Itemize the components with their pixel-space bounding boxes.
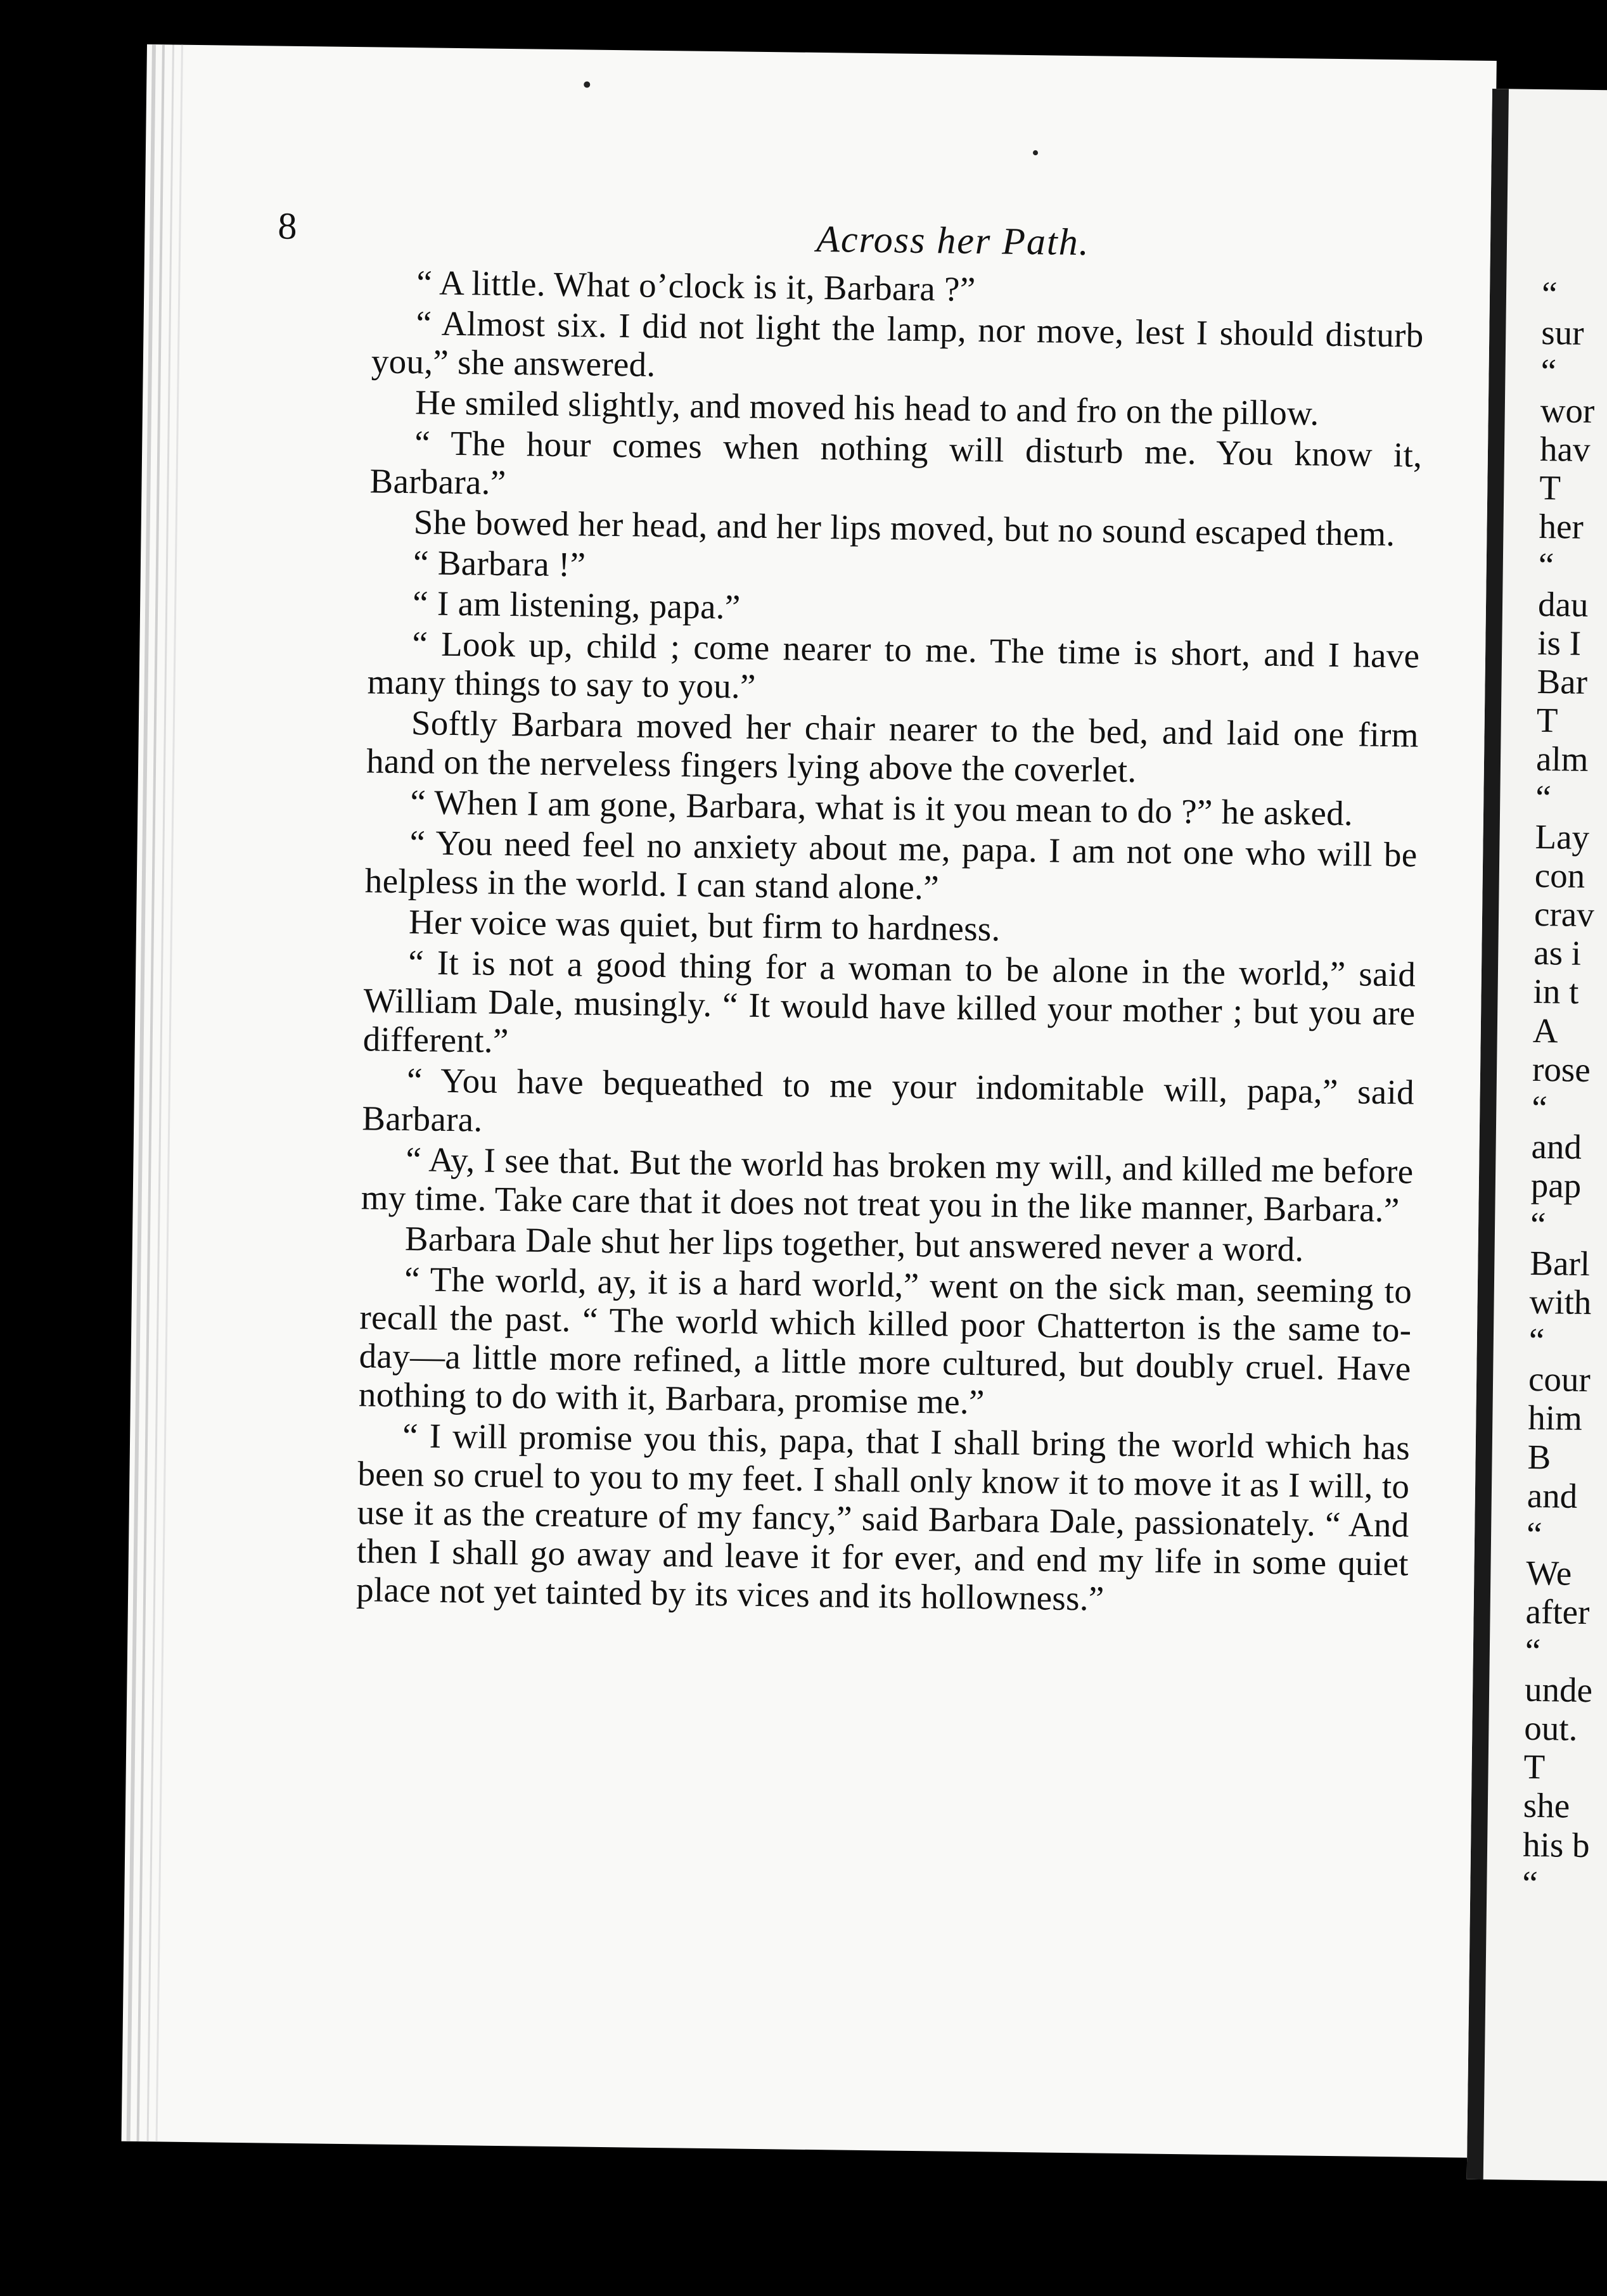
facing-page-line-fragment: pap	[1530, 1166, 1582, 1206]
paragraph: “ It is not a good thing for a woman to be alone in the world,” said William Dale, musingly. “ It would have killed your mother ; but you are different.”	[362, 943, 1416, 1061]
facing-page-line-fragment: Barl	[1529, 1243, 1591, 1283]
facing-page-line-fragment: in t	[1533, 972, 1579, 1012]
facing-page-line-fragment: is I	[1537, 623, 1582, 663]
facing-page-line-fragment: she	[1523, 1786, 1570, 1826]
paragraph: “ Almost six. I did not light the lamp, nor move, lest I should disturb you,” she answered.	[371, 303, 1424, 384]
facing-page-line-fragment: his b	[1522, 1825, 1590, 1865]
facing-page-line-fragment: unde	[1524, 1669, 1593, 1709]
ink-speck	[584, 81, 590, 87]
paragraph: “ Ay, I see that. But the world has broken my will, and killed me before my time. Take care that it does not treat you in the like manner, Barbara.”	[361, 1140, 1414, 1230]
facing-page-line-fragment: “	[1528, 1320, 1545, 1360]
page-number: 8	[278, 205, 297, 247]
left-page	[122, 44, 1497, 2158]
facing-page-line-fragment: T	[1536, 700, 1558, 740]
page-body	[278, 205, 1425, 1623]
paragraph: She bowed her head, and her lips moved, but no sound escaped them.	[413, 502, 1395, 554]
paragraph: Her voice was quiet, but firm to hardness.	[408, 902, 1001, 948]
facing-page-line-fragment: wor	[1540, 390, 1595, 430]
paragraph: “ When I am gone, Barbara, what is it you mean to do ?” he asked.	[410, 782, 1354, 833]
facing-page-line-fragment: alm	[1535, 739, 1589, 779]
facing-page-line-fragment: rose	[1532, 1049, 1591, 1089]
facing-page-line-fragment: “	[1530, 1204, 1546, 1244]
facing-page-line-fragment: with	[1529, 1282, 1592, 1322]
paragraph: “ The hour comes when nothing will disturb me. You know it, Barbara.”	[369, 423, 1423, 502]
paragraph: Barbara Dale shut her lips together, but answered never a word.	[404, 1219, 1304, 1269]
facing-page-line-fragment: Lay	[1535, 817, 1590, 857]
facing-page-line-fragment: “	[1535, 778, 1552, 817]
facing-page-line-fragment: hav	[1539, 429, 1591, 469]
paragraph: Softly Barbara moved her chair nearer to the bed, and laid one firm hand on the nerveless fingers lying above the coverlet.	[366, 703, 1419, 790]
facing-page-line-fragment: T	[1539, 468, 1561, 507]
paragraph: “ Barbara !”	[413, 543, 586, 584]
facing-page-line-fragment: him	[1528, 1398, 1583, 1438]
facing-page-line-fragment: as i	[1533, 933, 1582, 973]
paragraph: “ I am listening, papa.”	[412, 584, 741, 627]
facing-page-line-fragment: sur	[1540, 313, 1584, 352]
facing-page-line-fragment: “	[1540, 352, 1557, 391]
paragraph: “ I will promise you this, papa, that I shall bring the world which has been so cruel to you to my feet. I shall only know it to move it as I will, to use it as the creature of my fancy,” said Barbara Dale, passionately. “ And then I shall go away and leave it for ever, and end my life in some quiet place not yet tainted by its vices and its hollowness.”	[355, 1416, 1411, 1618]
facing-page-line-fragment: “	[1531, 1088, 1548, 1128]
facing-page-line-fragment: con	[1534, 855, 1585, 895]
facing-page-line-fragment: “	[1538, 545, 1554, 585]
facing-page-line-fragment: and	[1527, 1476, 1578, 1515]
paragraph: “ You need feel no anxiety about me, papa. I am not one who will be helpless in the world. I can stand alone.”	[364, 823, 1418, 907]
facing-page-line-fragment: crav	[1533, 894, 1595, 934]
facing-page-line-fragment: “	[1541, 274, 1558, 314]
facing-page-line-fragment: B	[1527, 1437, 1551, 1476]
facing-page-line-fragment: dau	[1537, 584, 1589, 624]
facing-page-line-fragment: after	[1525, 1592, 1590, 1632]
facing-page-line-fragment: “	[1525, 1631, 1541, 1670]
facing-page-line-fragment: her	[1539, 507, 1584, 546]
facing-page-line-fragment: out.	[1524, 1708, 1578, 1748]
paragraph: “ You have bequeathed to me your indomitable will, papa,” said Barbara.	[361, 1061, 1415, 1139]
facing-page-line-fragment: “	[1522, 1863, 1539, 1903]
paragraph: He smiled slightly, and moved his head to and fro on the pillow.	[414, 383, 1319, 433]
facing-page-line-fragment: cour	[1528, 1360, 1591, 1400]
ink-speck	[1033, 150, 1038, 155]
facing-page-line-fragment: We	[1526, 1553, 1572, 1593]
facing-page-line-fragment: A	[1532, 1011, 1558, 1050]
running-title: Across her Path.	[816, 217, 1091, 264]
paragraph: “ The world, ay, it is a hard world,” went on the sick man, seeming to recall the past. “ The world which killed poor Chatterton is the same to-day—a little more refined, a little more cultured, but doubly cruel. Have nothing to do with it, Barbara, promise me.”	[358, 1260, 1412, 1422]
text-block	[356, 262, 1425, 1621]
paragraph: “ Look up, child ; come nearer to me. The time is short, and I have many things to say to you.”	[367, 624, 1420, 706]
facing-page-line-fragment: Bar	[1537, 661, 1588, 701]
paragraph: “ A little. What o’clock is it, Barbara ?”	[416, 263, 976, 309]
facing-page-text	[1522, 274, 1607, 1903]
facing-page-line-fragment: T	[1523, 1747, 1546, 1787]
facing-page-line-fragment: “	[1526, 1514, 1542, 1554]
facing-page-line-fragment: and	[1531, 1127, 1582, 1166]
